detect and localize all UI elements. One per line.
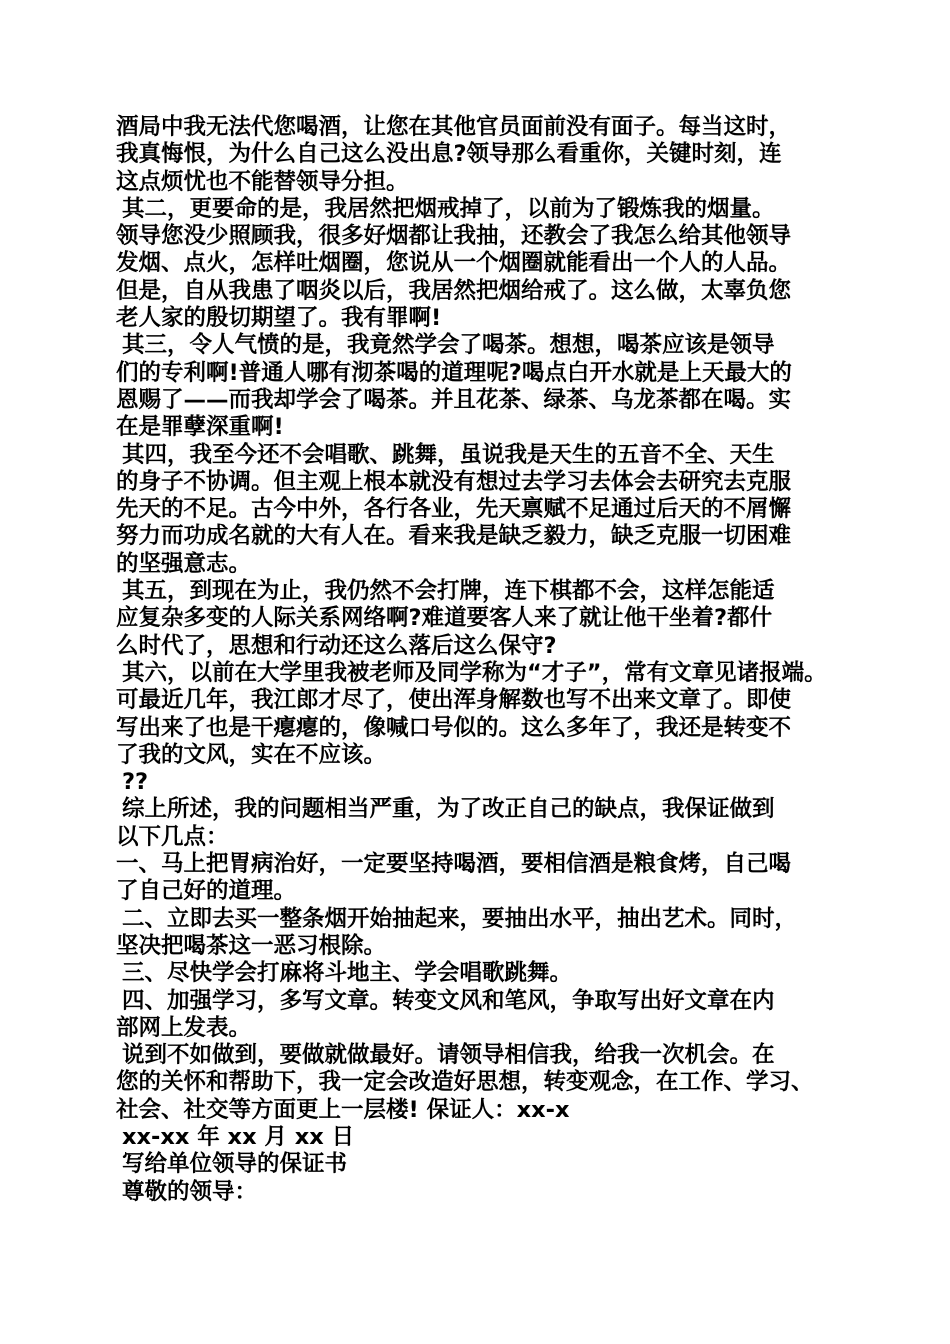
date-line: xx-xx 年 xx 月 xx 日 [122, 1123, 355, 1150]
text-line: 了自己好的道理。 [116, 878, 297, 905]
paragraph-start-line: 其四，我至今还不会唱歌、跳舞，虽说我是天生的五音不全、天生 [122, 441, 775, 468]
text-line: 的坚强意志。 [116, 550, 252, 577]
heading-line: 写给单位领导的保证书 [122, 1151, 348, 1178]
text-line: 酒局中我无法代您喝酒，让您在其他官员面前没有面子。每当这时， [116, 114, 792, 140]
text-line: 们的专利啊!普通人哪有沏茶喝的道理呢?喝点白开水就是上天最大的 [116, 359, 792, 386]
paragraph-start-line: 说到不如做到，要做就做最好。请领导相信我，给我一次机会。在 [122, 1042, 775, 1069]
paragraph-start-line: 综上所述，我的问题相当严重，为了改正自己的缺点，我保证做到 [122, 796, 775, 823]
text-line: 么时代了，思想和行动还这么落后这么保守? [116, 632, 557, 659]
paragraph-start-line: 四、加强学习，多写文章。转变文风和笔风，争取写出好文章在内 [122, 987, 775, 1014]
text-line: 在是罪孽深重啊! [116, 414, 284, 441]
paragraph-start-line: 二、立即去买一整条烟开始抽起来，要抽出水平，抽出艺术。同时， [122, 905, 798, 932]
paragraph-start-line: 其五，到现在为止，我仍然不会打牌，连下棋都不会，这样怎能适 [122, 578, 775, 605]
text-line: 我真悔恨，为什么自己这么没出息?领导那么看重你，关键时刻，连 [116, 141, 782, 168]
text-line: 恩赐了——而我却学会了喝茶。并且花茶、绿茶、乌龙茶都在喝。实 [116, 386, 792, 413]
text-line: 一、马上把胃病治好，一定要坚持喝酒，要相信酒是粮食烤，自己喝 [116, 851, 792, 878]
text-line: 先天的不足。古今中外，各行各业，先天禀赋不足通过后天的不屑懈 [116, 496, 792, 523]
text-line: 写出来了也是干瘪瘪的，像喊口号似的。这么多年了，我还是转变不 [116, 714, 792, 741]
paragraph-start-line: 其三，令人气愤的是，我竟然学会了喝茶。想想，喝茶应该是领导 [122, 332, 775, 359]
text-line: 部网上发表。 [116, 1014, 252, 1041]
paragraph-start-line: 三、尽快学会打麻将斗地主、学会唱歌跳舞。 [122, 960, 573, 987]
paragraph-start-line: 其二，更要命的是，我居然把烟戒掉了，以前为了锻炼我的烟量。 [122, 195, 775, 222]
text-line: 社会、社交等方面更上一层楼! 保证人：xx-x [116, 1096, 570, 1123]
text-line: 您的关怀和帮助下，我一定会改造好思想，转变观念，在工作、学习、 [116, 1069, 814, 1096]
text-line: 但是，自从我患了咽炎以后，我居然把烟给戒了。这么做，太辜负您 [116, 277, 792, 304]
salutation-line: 尊敬的领导： [122, 1178, 258, 1205]
paragraph-start-line: 其六，以前在大学里我被老师及同学称为“才子”，常有文章见诸报端。 [122, 659, 827, 686]
document-body [116, 114, 856, 1206]
text-line: 了我的文风，实在不应该。 [116, 741, 387, 768]
text-line: 发烟、点火，怎样吐烟圈，您说从一个烟圈就能看出一个人的人品。 [116, 250, 792, 277]
text-line: 这点烦忧也不能替领导分担。 [116, 168, 409, 195]
text-line: 的身子不协调。但主观上根本就没有想过去学习去体会去研究去克服 [116, 468, 792, 495]
text-line: 努力而功成名就的大有人在。看来我是缺乏毅力，缺乏克服一切困难 [116, 523, 792, 550]
paragraph-start-line: ?? [122, 769, 149, 796]
text-line: 以下几点： [116, 823, 229, 850]
text-line: 应复杂多变的人际关系网络啊?难道要客人来了就让他干坐着?都什 [116, 605, 773, 632]
text-line: 可最近几年，我江郎才尽了，使出浑身解数也写不出来文章了。即使 [116, 687, 792, 714]
text-line: 老人家的殷切期望了。我有罪啊! [116, 305, 442, 332]
text-line: 领导您没少照顾我，很多好烟都让我抽，还教会了我怎么给其他领导 [116, 223, 792, 250]
text-line: 坚决把喝茶这一恶习根除。 [116, 932, 387, 959]
